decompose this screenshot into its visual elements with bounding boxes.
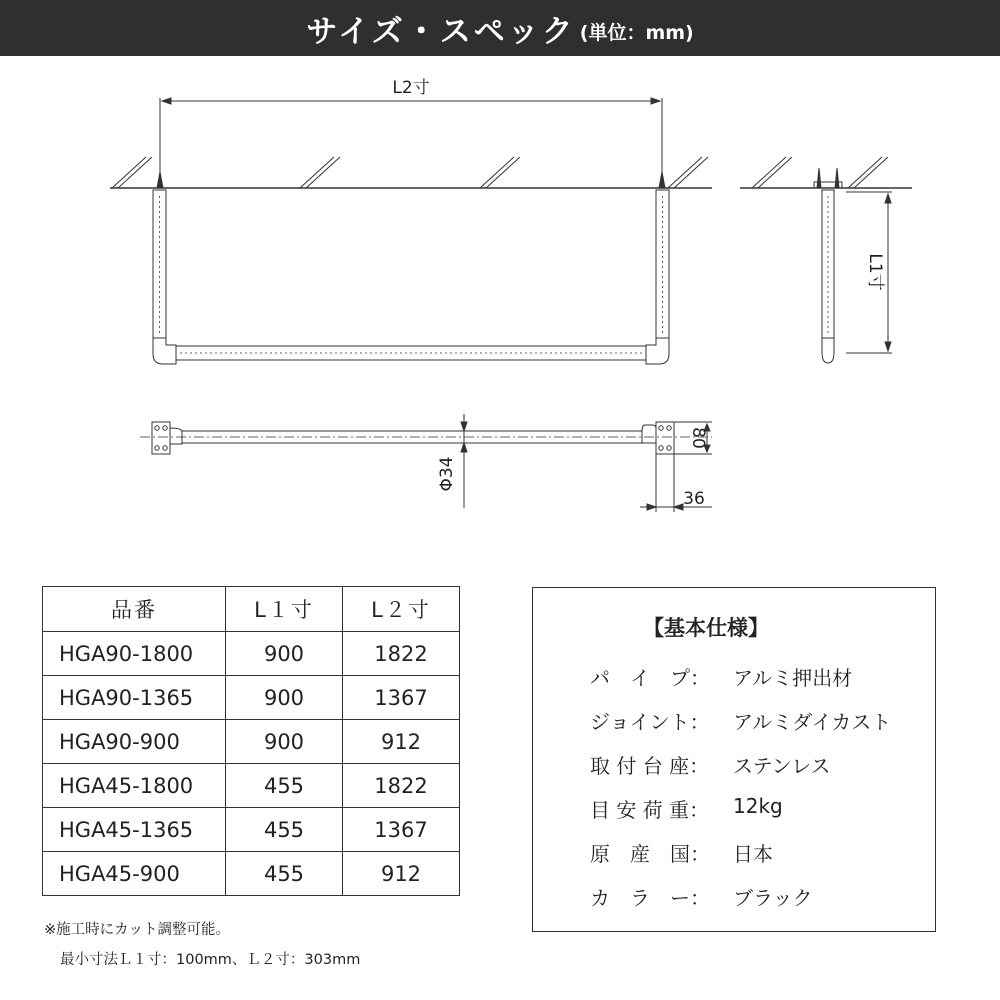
cell-l2: 1822 — [343, 764, 460, 808]
l1-dimension-label: L1寸 — [865, 253, 885, 291]
page-title: サイズ・スペック — [306, 13, 576, 50]
table-row — [43, 676, 460, 720]
cell-l2: 1367 — [343, 676, 460, 720]
spec-row-pipe — [590, 662, 852, 692]
cell-model: HGA90-1800 — [43, 632, 226, 676]
spec-key: カ ラ ー： — [590, 886, 710, 910]
column-header-l1: L１寸 — [226, 587, 343, 632]
spec-key: 原 産 国： — [590, 842, 710, 866]
table-row — [43, 632, 460, 676]
page-header — [0, 0, 1000, 56]
model-size-table — [42, 586, 460, 896]
spec-key: 目 安 荷 重： — [590, 798, 710, 822]
minimum-size-note: 最小寸法Ｌ１寸：100mm、Ｌ２寸：303mm — [60, 952, 361, 968]
spec-value: ステンレス — [733, 754, 831, 778]
cell-l2: 912 — [343, 720, 460, 764]
basic-spec-box — [532, 587, 936, 932]
spec-value: ブラック — [733, 886, 813, 910]
spec-row-load — [590, 794, 783, 824]
spec-row-joint — [590, 706, 891, 736]
cell-l2: 912 — [343, 852, 460, 896]
cut-adjust-note: ※施工時にカット調整可能。 — [44, 922, 231, 938]
width-36-dimension-label: 36 — [683, 489, 705, 509]
unit-label: (単位：mm) — [579, 21, 694, 44]
spec-row-color — [590, 882, 813, 912]
cell-l2: 1367 — [343, 808, 460, 852]
column-header-model: 品番 — [43, 587, 226, 632]
spec-key: 取 付 台 座： — [590, 754, 710, 778]
cell-l1: 900 — [226, 632, 343, 676]
cell-l1: 455 — [226, 808, 343, 852]
spec-key: パ イ プ： — [590, 666, 710, 690]
diameter-dimension-label: Φ34 — [437, 456, 457, 492]
basic-spec-title: 【基本仕様】 — [643, 616, 769, 640]
cell-l2: 1822 — [343, 632, 460, 676]
l2-dimension-label: L2寸 — [392, 78, 430, 98]
spec-row-mount — [590, 750, 831, 780]
cell-model: HGA90-900 — [43, 720, 226, 764]
spec-value: 日本 — [733, 842, 773, 866]
table-row — [43, 720, 460, 764]
table-row — [43, 764, 460, 808]
spec-value: 12kg — [733, 794, 783, 818]
technical-drawing — [0, 56, 1000, 556]
cell-l1: 455 — [226, 764, 343, 808]
table-header-row — [43, 587, 460, 632]
cell-model: HGA45-1365 — [43, 808, 226, 852]
spec-value: アルミ押出材 — [733, 666, 853, 690]
cell-l1: 900 — [226, 720, 343, 764]
column-header-l2: L２寸 — [343, 587, 460, 632]
spec-row-origin — [590, 838, 773, 868]
spec-key: ジョイント： — [590, 710, 710, 734]
spec-value: アルミダイカスト — [733, 710, 892, 734]
height-80-dimension-label: 80 — [688, 427, 708, 449]
cell-model: HGA45-1800 — [43, 764, 226, 808]
cell-l1: 900 — [226, 676, 343, 720]
cell-model: HGA90-1365 — [43, 676, 226, 720]
cell-model: HGA45-900 — [43, 852, 226, 896]
table-row — [43, 808, 460, 852]
cell-l1: 455 — [226, 852, 343, 896]
table-row — [43, 852, 460, 896]
